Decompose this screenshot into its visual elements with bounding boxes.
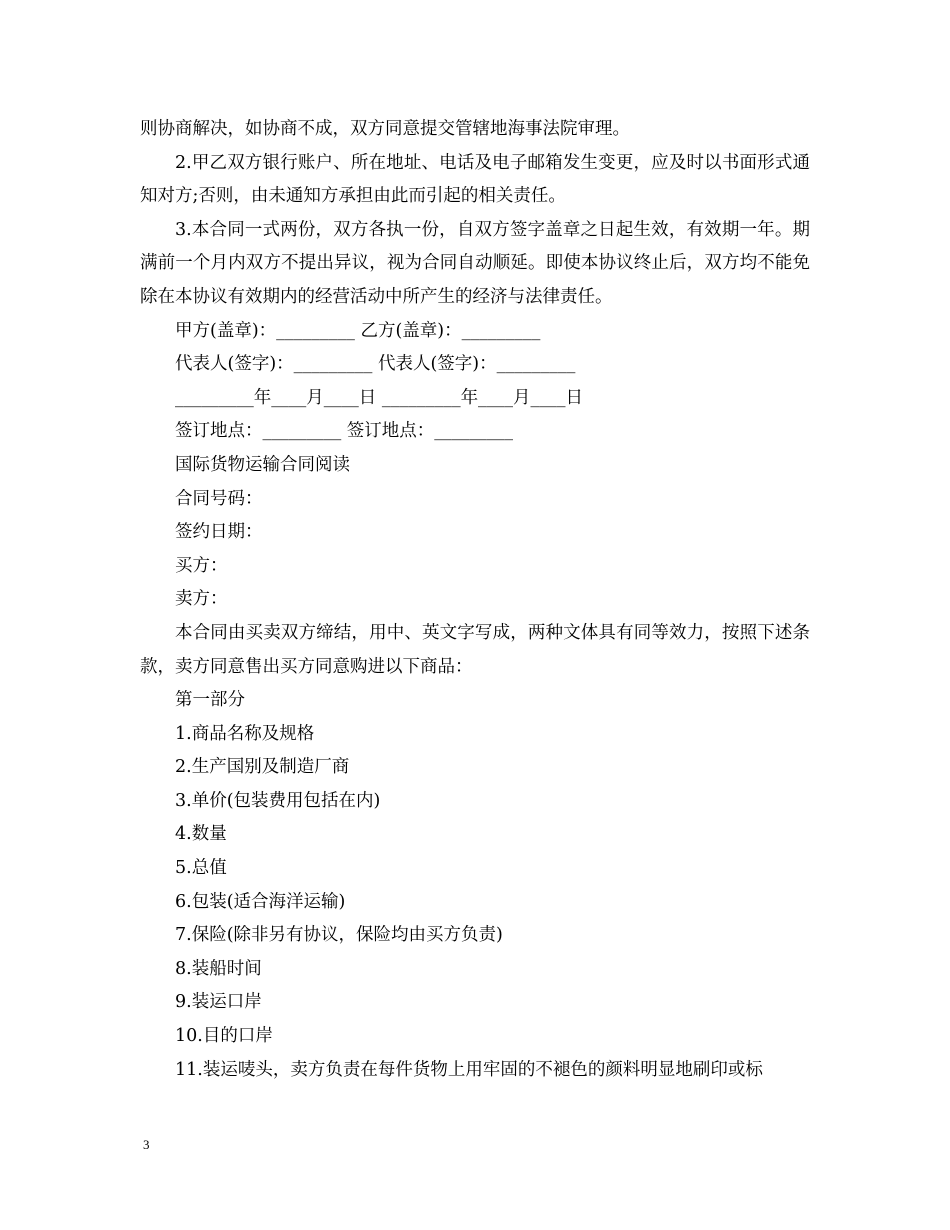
signature-representative-line: 代表人(签字)：_________ 代表人(签字)：_________ — [175, 354, 576, 375]
section-title: 第一部分 — [175, 690, 245, 711]
clause-item: 11.装运唛头，卖方负责在每件货物上用牢固的不褪色的颜料明显地刷印或标 — [175, 1059, 763, 1080]
clause-item: 4.数量 — [175, 824, 227, 845]
paragraph-dispute: 则协商解决，如协商不成，双方同意提交管辖地海事法院审理。 — [140, 119, 630, 139]
clause-item: 1.商品名称及规格 — [175, 723, 315, 744]
clause-item: 9.装运口岸 — [175, 992, 262, 1013]
paragraph-intro: 本合同由买卖双方缔结，用中、英文字写成，两种文体具有同等效力，按照下述条款，卖方同意售出买方同意购进以下商品： — [140, 622, 810, 677]
field-contract-number: 合同号码： — [175, 488, 263, 509]
signature-seal-line: 甲方(盖章)：_________ 乙方(盖章)：_________ — [175, 320, 541, 341]
document-body — [140, 113, 810, 1087]
paragraph-validity: 3.本合同一式两份，双方各执一份，自双方签字盖章之日起生效，有效期一年。期满前一个月内双方不提出异议，视为合同自动顺延。即使本协议终止后，双方均不能免除在本协议有效期内的经营活动中所产生的经济与法律责任。 — [140, 219, 810, 307]
clause-item: 7.保险(除非另有协议，保险均由买方负责) — [175, 925, 503, 946]
field-signing-date: 签约日期： — [175, 522, 263, 543]
clause-item: 8.装船时间 — [175, 958, 262, 979]
clause-item: 10.目的口岸 — [175, 1026, 273, 1047]
clause-item: 6.包装(适合海洋运输) — [175, 891, 346, 912]
paragraph-change-notice: 2.甲乙双方银行账户、所在地址、电话及电子邮箱发生变更，应及时以书面形式通知对方;否则，由未通知方承担由此而引起的相关责任。 — [140, 152, 810, 207]
contract-title: 国际货物运输合同阅读 — [175, 454, 350, 475]
clause-item: 5.总值 — [175, 858, 227, 879]
signature-date-line: _________年____月____日 _________年____月____日 — [175, 387, 584, 408]
page-number: 3 — [143, 1137, 150, 1152]
field-buyer: 买方： — [175, 555, 228, 576]
field-seller: 卖方： — [175, 589, 228, 610]
signature-place-line: 签订地点：_________ 签订地点：_________ — [175, 421, 514, 442]
clause-item: 3.单价(包装费用包括在内) — [175, 790, 381, 811]
clause-item: 2.生产国别及制造厂商 — [175, 757, 350, 778]
